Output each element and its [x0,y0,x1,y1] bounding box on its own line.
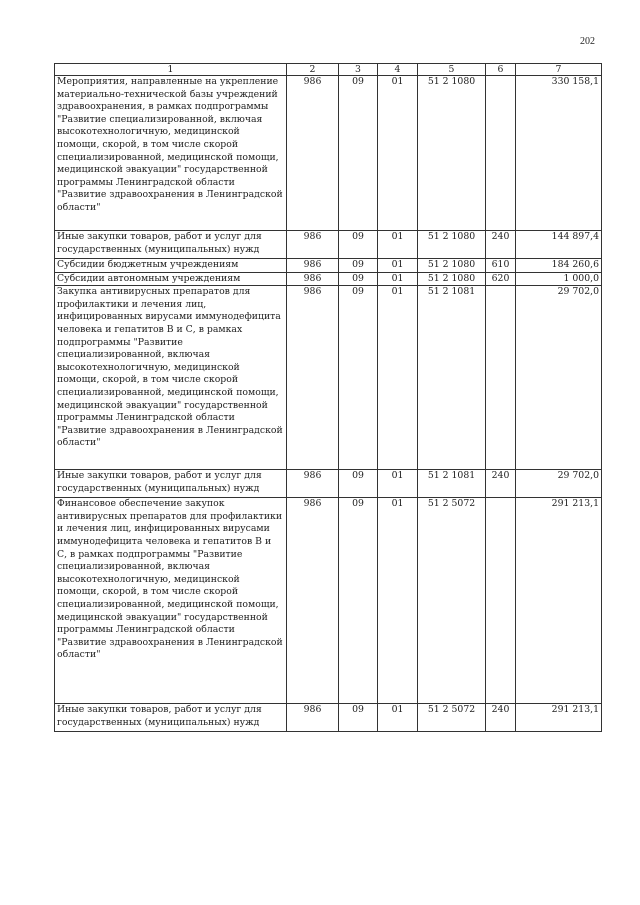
page-number: 202 [580,36,595,47]
row-pr: 01 [378,231,418,259]
row-pr: 01 [378,704,418,732]
row-csr: 51 2 5072 [418,704,486,732]
row-vr: 240 [486,470,516,498]
row-csr: 51 2 1080 [418,76,486,231]
budget-table [54,63,602,732]
row-ved: 986 [287,259,339,273]
row-pr: 01 [378,470,418,498]
row-pr: 01 [378,76,418,231]
table-row [55,259,602,273]
row-amount: 330 158,1 [516,76,602,231]
row-rz: 09 [339,272,378,286]
table-row [55,498,602,704]
row-vr [486,76,516,231]
header-cell-5: 5 [418,64,486,76]
table-row [55,272,602,286]
table-row [55,470,602,498]
row-ved: 986 [287,272,339,286]
row-amount: 29 702,0 [516,470,602,498]
row-name: Иные закупки товаров, работ и услуг для государственных (муниципальных) нужд [55,470,287,498]
row-vr: 610 [486,259,516,273]
row-amount: 29 702,0 [516,286,602,470]
row-name: Субсидии бюджетным учреждениям [55,259,287,273]
header-row [55,64,602,76]
row-csr: 51 2 1080 [418,272,486,286]
row-csr: 51 2 1080 [418,231,486,259]
row-vr: 240 [486,704,516,732]
row-name: Финансовое обеспечение закупок антивирусных препаратов для профилактики и лечения лиц, инфицированных вирусами иммунодефицита человека и гепатитов В и С, в рамках подпрограммы "Развитие специализированной, включая высокотехнологичную, медицинской помощи, скорой, в том числе скорой специализированной, медицинской помощи, медицинской эвакуации" государственной программы Ленинградской области "Развитие здравоохранения в Ленинградской области" [55,498,287,704]
row-pr: 01 [378,259,418,273]
row-ved: 986 [287,498,339,704]
row-vr: 620 [486,272,516,286]
row-name: Иные закупки товаров, работ и услуг для государственных (муниципальных) нужд [55,231,287,259]
row-ved: 986 [287,286,339,470]
row-rz: 09 [339,286,378,470]
table-row [55,286,602,470]
row-csr: 51 2 1081 [418,286,486,470]
row-name: Иные закупки товаров, работ и услуг для государственных (муниципальных) нужд [55,704,287,732]
table-row [55,76,602,231]
row-rz: 09 [339,231,378,259]
row-rz: 09 [339,76,378,231]
row-pr: 01 [378,272,418,286]
row-rz: 09 [339,470,378,498]
row-vr [486,286,516,470]
row-amount: 1 000,0 [516,272,602,286]
row-rz: 09 [339,498,378,704]
row-vr [486,498,516,704]
row-ved: 986 [287,470,339,498]
row-pr: 01 [378,286,418,470]
row-rz: 09 [339,259,378,273]
row-name: Мероприятия, направленные на укрепление материально-технической базы учреждений здравоохранения, в рамках подпрограммы "Развитие специализированной, включая высокотехнологичную, медицинской помощи, скорой, в том числе скорой специализированной, медицинской помощи, медицинской эвакуации" государственной программы Ленинградской области "Развитие здравоохранения в Ленинградской области" [55,76,287,231]
header-cell-3: 3 [339,64,378,76]
header-cell-7: 7 [516,64,602,76]
header-cell-6: 6 [486,64,516,76]
row-csr: 51 2 1080 [418,259,486,273]
row-name: Закупка антивирусных препаратов для профилактики и лечения лиц, инфицированных вирусами иммунодефицита человека и гепатитов В и С, в рамках подпрограммы "Развитие специализированной, включая высокотехнологичную, медицинской помощи, скорой, в том числе скорой специализированной, медицинской помощи, медицинской эвакуации" государственной программы Ленинградской области "Развитие здравоохранения в Ленинградской области" [55,286,287,470]
row-amount: 291 213,1 [516,498,602,704]
header-cell-1: 1 [55,64,287,76]
table-row [55,704,602,732]
row-rz: 09 [339,704,378,732]
row-amount: 184 260,6 [516,259,602,273]
row-amount: 144 897,4 [516,231,602,259]
row-amount: 291 213,1 [516,704,602,732]
row-vr: 240 [486,231,516,259]
row-csr: 51 2 5072 [418,498,486,704]
row-pr: 01 [378,498,418,704]
row-ved: 986 [287,704,339,732]
header-cell-4: 4 [378,64,418,76]
row-ved: 986 [287,231,339,259]
table-row [55,231,602,259]
header-cell-2: 2 [287,64,339,76]
row-name: Субсидии автономным учреждениям [55,272,287,286]
row-ved: 986 [287,76,339,231]
row-csr: 51 2 1081 [418,470,486,498]
